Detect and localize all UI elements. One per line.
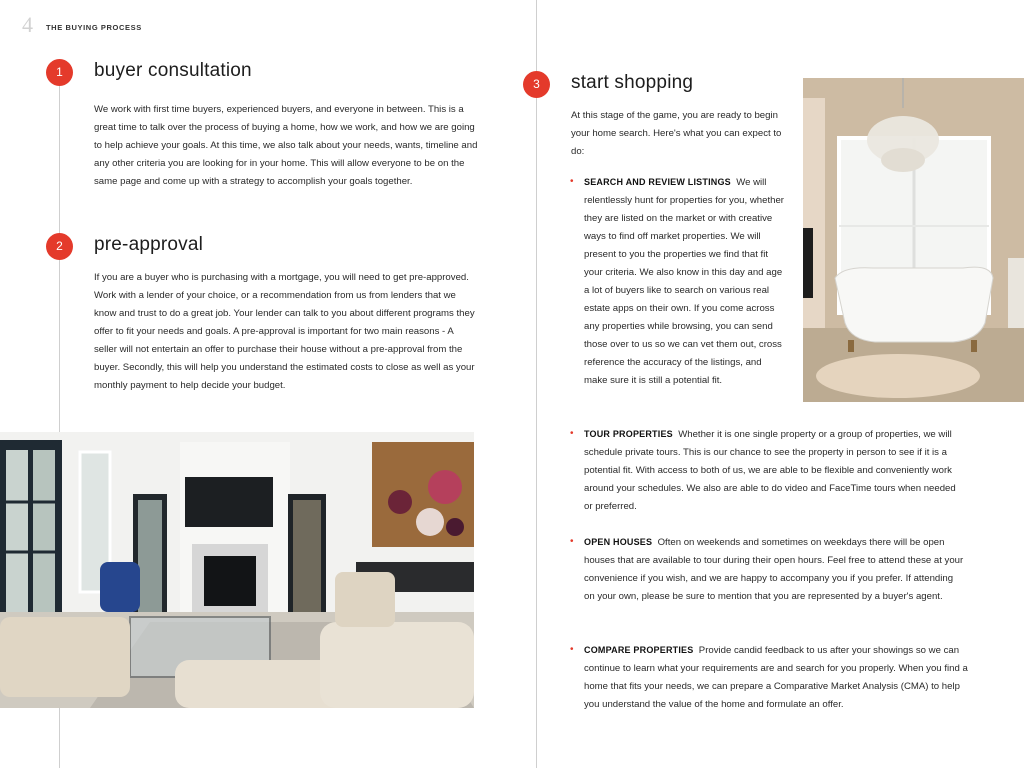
bullet-heading: TOUR PROPERTIES [584,429,673,439]
bullet-text: Whether it is one single property or a group of properties, we will schedule private tours. This is our chance to see the property in person to see if it is a potential fit. With access to both of us, we are able to be flexible and conveniently work around your schedules. We also are able to do video and FaceTime tours when needed or preferred. [584,429,956,512]
step-3-badge: 3 [523,71,550,98]
step-2-body [94,269,478,395]
page-divider [536,0,537,768]
step-2-body-text: If you are a buyer who is purchasing with a mortgage, you will need to get pre-approved. Work with a lender of your choice, or a recommendation from us from lenders that we know and trust to do a great job. Your lender can talk to you about different programs they offer to fit your needs and goals. A pre-approval is important for two main reasons - A seller will not entertain an offer to purchase their house without a pre-approval from the buyer. Secondly, this will help you understand the estimated costs to close as well as your monthly payment to help decide your budget. [94,272,475,391]
bullet-marker: • [570,644,574,655]
page-number: 4 [22,12,33,37]
section-title: THE BUYING PROCESS [46,23,142,32]
bullet-tour-properties [570,425,964,516]
bullet-text: We will relentlessly hunt for properties for you, whether they are listed on the market or with creative ways to find off market properties. We will present to you the properties we find that fit your criteria. We also know in this day and age a lot of buyers like to search on various real estate apps on their own. If you come across any properties while browsing, you can send those over to us so we can vet them out, cross reference the accuracy of the listings, and make sure it is still a potential fit. [584,177,784,386]
bullet-heading: SEARCH AND REVIEW LISTINGS [584,177,731,187]
step-3-intro [571,107,783,161]
bullet-marker: • [570,428,574,439]
bullet-text: Provide candid feedback to us after your showings so we can continue to learn what your requirements are and search for you properly. When you find a home that fits your needs, we can prepare a Comparative Market Analysis (CMA) to help you understand the value of the home and formulate an offer. [584,645,968,710]
bullet-heading: OPEN HOUSES [584,537,653,547]
step-3-title: start shopping [571,72,694,93]
bullet-marker: • [570,536,574,547]
step-1-body [94,101,478,191]
step-2-title: pre-approval [94,234,204,255]
step-1-title: buyer consultation [94,60,252,81]
living-room-photo [0,432,474,708]
bullet-compare-properties [570,641,969,714]
bathroom-photo [803,78,1024,402]
bullet-text: Often on weekends and sometimes on weekdays there will be open houses that are available to tour during their open hours. Feel free to attend these at your convenience if you wish, and we are happy to accompany you if you prefer. If attending on your own, please be sure to mention that you are represented by a buyer's agent. [584,537,964,602]
bullet-search-listings [570,173,784,390]
step-2-badge: 2 [46,233,73,260]
step-3-intro-text: At this stage of the game, you are ready to begin your home search. Here's what you can expect to do: [571,110,782,157]
bullet-heading: COMPARE PROPERTIES [584,645,694,655]
bullet-open-houses [570,533,964,606]
step-1-body-text: We work with first time buyers, experienced buyers, and everyone in between. This is a great time to talk over the process of buying a home, how we work, and how we are going to help achieve your goals. At this time, we also talk about your needs, wants, timeline and any other criteria you are looking for in your home. This will allow everyone to be on the same page and come up with a strategy to accomplish your goals together. [94,104,478,187]
step-1-badge: 1 [46,59,73,86]
bullet-marker: • [570,176,574,187]
